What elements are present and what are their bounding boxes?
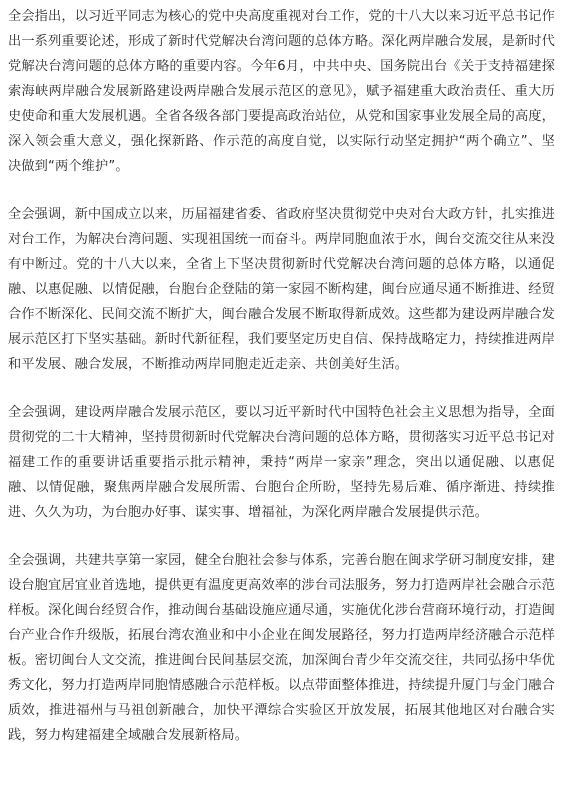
paragraph-3: 全会强调，建设两岸融合发展示范区，要以习近平新时代中国特色社会主义思想为指导，全面贯彻党的二十大精神，坚持贯彻新时代党解决台湾问题的总体方略，贯彻落实习近平总书记对福建工作的重要讲话重要指示批示精神，秉持“两岸一家亲”理念，突出以通促融、以惠促融、以情促融，聚焦两岸融合发展所需、台胞台企所盼，坚持先易后难、循序渐进、持续推进、久久为功，为台胞办好事、谋实事、增福祉，为深化两岸融合发展提供示范。 [8, 405, 555, 520]
paragraph-1: 全会指出，以习近平同志为核心的党中央高度重视对台工作，党的十八大以来习近平总书记作出一系列重要论述，形成了新时代党解决台湾问题的总体方略。深化两岸融合发展，是新时代党解决台湾问题的总体方略的重要内容。今年6月，中共中央、国务院出台《关于支持福建探索海峡两岸融合发展新路建设两岸融合发展示范区的意见》，赋予福建重大政治责任、重大历史使命和重大发展机遇。全省各级各部门要提高政治站位，从党和国家事业发展全局的高度，深入领会重大意义，强化探新路、作示范的高度自觉，以实际行动坚定拥护“两个确立”、坚决做到“两个维护”。 [8, 9, 555, 174]
paragraph-2: 全会强调，新中国成立以来，历届福建省委、省政府坚决贯彻党中央对台大政方针，扎实推进对台工作，为解决台湾问题、实现祖国统一而奋斗。两岸同胞血浓于水，闽台交流交往从来没有中断过。党的十八大以来，全省上下坚决贯彻新时代党解决台湾问题的总体方略，以通促融、以惠促融、以情促融，台胞台企登陆的第一家园不断构建，闽台应通尽通不断推进、经贸合作不断深化、民间交流不断扩大，闽台融合发展不断取得新成效。这些都为建设两岸融合发展示范区打下坚实基础。新时代新征程，我们要坚定历史自信、保持战略定力，持续推进两岸和平发展、融合发展，不断推动两岸同胞走近走亲、共创美好生活。 [8, 207, 555, 372]
paragraph-4: 全会强调，共建共享第一家园，健全台胞社会参与体系，完善台胞在闽求学研习制度安排，建设台胞宜居宜业首选地，提供更有温度更高效率的涉台司法服务，努力打造两岸社会融合示范样板。深化闽台经贸合作，推动闽台基础设施应通尽通，实施优化涉台营商环境行动，打造闽台产业合作升级版，拓展台湾农渔业和中小企业在闽发展路径，努力打造两岸经济融合示范样板。密切闽台人文交流，推进闽台民间基层交流，加深闽台青少年交流交往，共同弘扬中华优秀文化，努力打造两岸同胞情感融合示范样板。以点带面整体推进，持续提升厦门与金门融合质效，推进福州与马祖创新融合，加快平潭综合实验区开放发展，拓展其他地区对台融合实践，努力构建福建全域融合发展新格局。 [8, 553, 555, 743]
